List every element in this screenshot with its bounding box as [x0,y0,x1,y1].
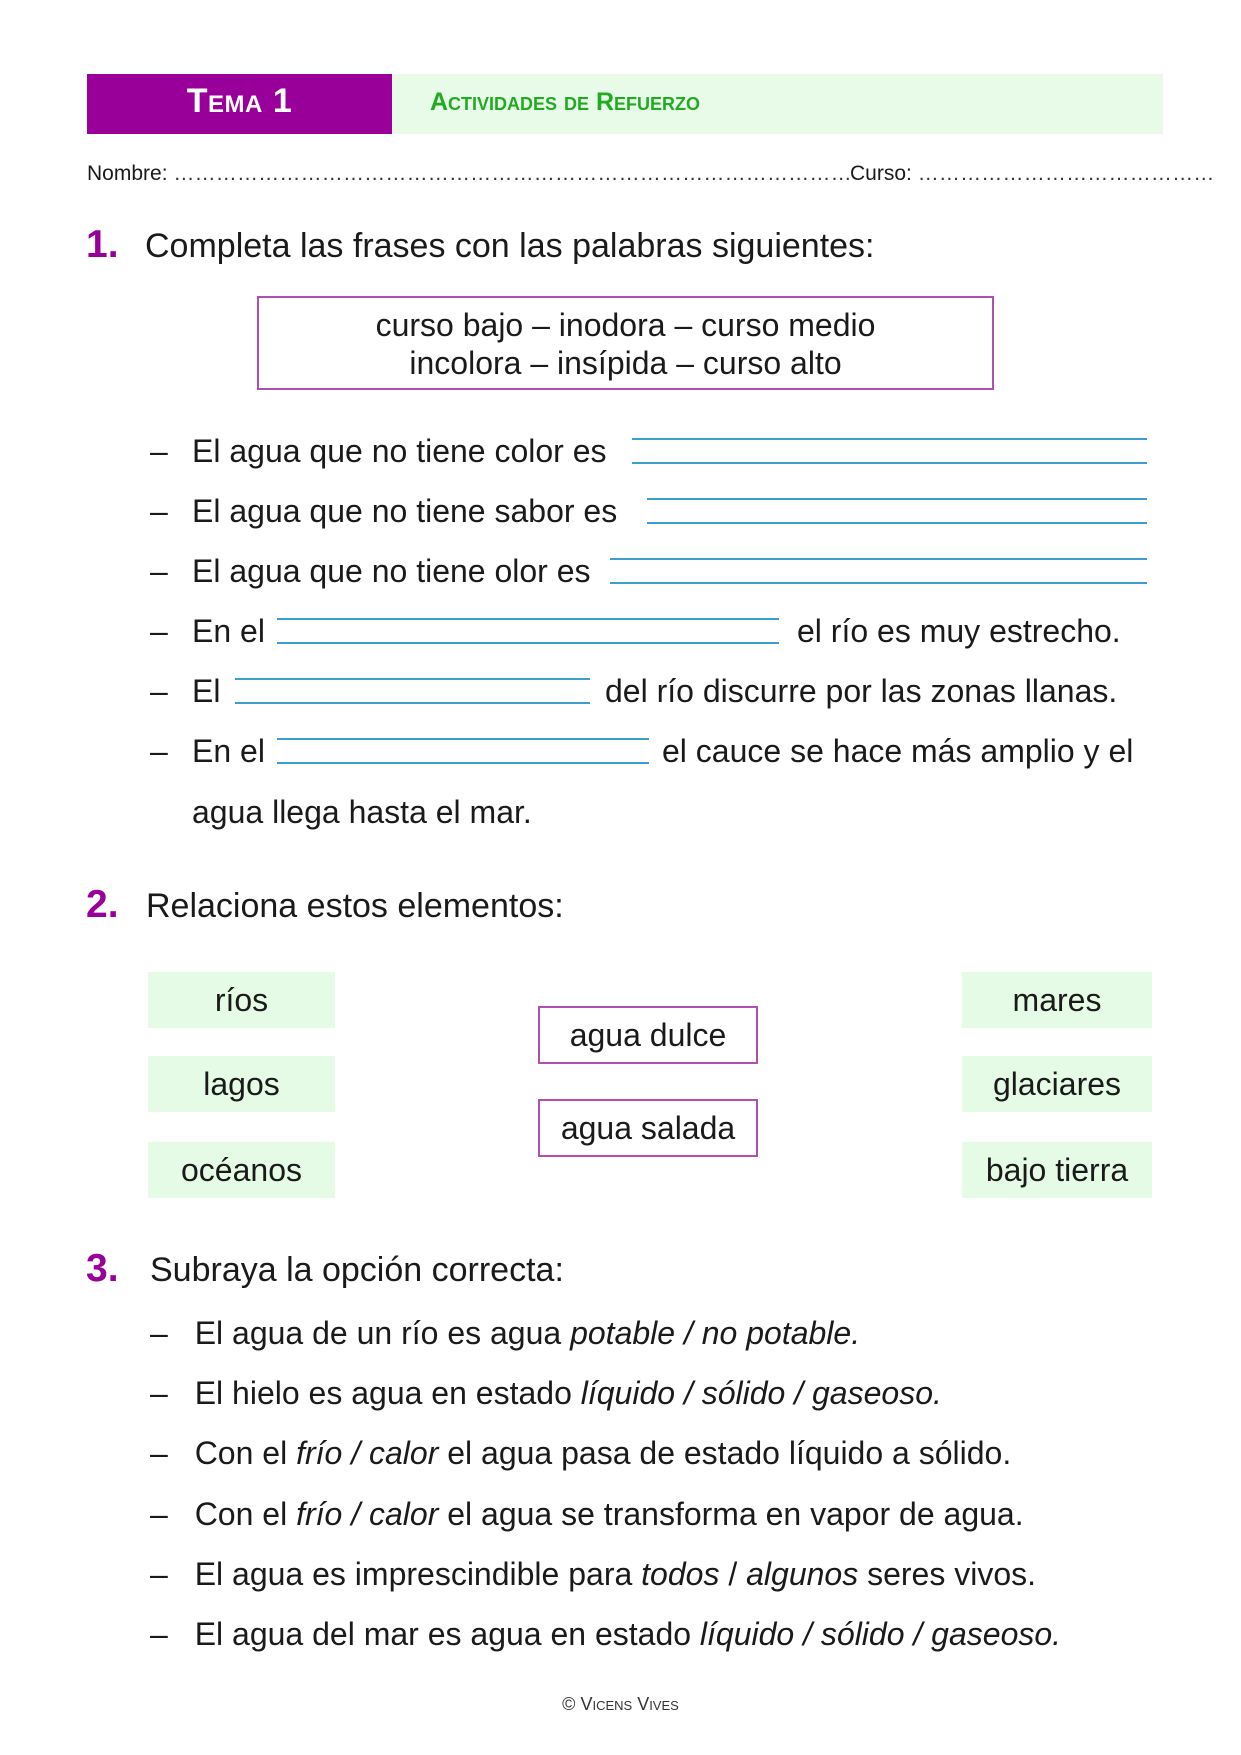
q1-item-2 [150,493,1150,533]
q3-item-3-rest: el agua pasa de estado líquido a sólido. [438,1435,1012,1471]
dash-icon: – [150,733,168,769]
q3-item-5-option-a[interactable]: todos [641,1556,720,1592]
center-item-agua-dulce[interactable]: agua dulce [538,1006,758,1064]
answer-blank[interactable] [277,738,649,764]
left-item-lagos[interactable]: lagos [148,1056,335,1112]
q1-item-5-after: del río discurre por las zonas llanas. [605,673,1118,709]
q3-item-5 [150,1556,1036,1593]
dash-icon: – [150,1375,168,1411]
dash-icon: – [150,433,168,469]
q1-item-6-continuation: agua llega hasta el mar. [192,794,532,830]
section-banner [392,74,1163,134]
word-bank-line-2: incolora – insípida – curso alto [409,345,842,381]
q1-item-2-text: El agua que no tiene sabor es [192,493,618,529]
q3-item-6-text: El agua del mar es agua en estado [194,1616,700,1652]
q3-item-2-options[interactable]: líquido / sólido / gaseoso. [580,1375,942,1411]
q1-item-5 [150,673,1150,713]
curso-field[interactable] [850,162,1215,186]
q1-item-5-text: El [192,673,221,709]
q3-item-5-rest: seres vivos. [858,1556,1037,1592]
q3-item-3-text: Con el [194,1435,297,1471]
q3-item-5-text: El agua es imprescindible para [194,1556,642,1592]
word-bank-line-1: curso bajo – inodora – curso medio [375,307,876,343]
publisher-name: Vicens Vives [580,1694,679,1714]
q1-item-4 [150,613,1150,653]
q1-item-6-text: En el [192,733,265,769]
dash-icon: – [150,1496,168,1532]
word-bank [257,296,994,390]
q1-item-6-after: el cauce se hace más amplio y el [662,733,1134,769]
q3-item-1 [150,1315,860,1352]
q3-item-2-text: El hielo es agua en estado [194,1375,581,1411]
q1-item-4-text: En el [192,613,265,649]
q3-item-4-rest: el agua se transforma en vapor de agua. [438,1496,1024,1532]
q3-item-2 [150,1375,942,1412]
q3-item-1-options[interactable]: potable / no potable. [570,1315,861,1351]
dash-icon: – [150,493,168,529]
section-title: Actividades de Refuerzo [430,88,701,116]
dash-icon: – [150,1435,168,1471]
q3-item-3-options[interactable]: frío / calor [296,1435,439,1471]
q3-item-5-sep: / [719,1556,747,1592]
q1-item-3-text: El agua que no tiene olor es [192,553,591,589]
dash-icon: – [150,1556,168,1592]
right-item-glaciares[interactable]: glaciares [962,1056,1152,1112]
q3-item-4 [150,1496,1024,1533]
left-item-oceanos[interactable]: océanos [148,1142,335,1198]
right-item-mares[interactable]: mares [962,972,1152,1028]
tema-label: Tema 1 [186,82,293,120]
dash-icon: – [150,1616,168,1652]
q1-item-3 [150,553,1150,593]
right-item-bajo-tierra[interactable]: bajo tierra [962,1142,1152,1198]
q1-title: Completa las frases con las palabras siguientes: [145,227,875,265]
curso-label: Curso: [850,162,912,185]
q1-item-1-text: El agua que no tiene color es [192,433,607,469]
q1-item-4-after: el río es muy estrecho. [797,613,1121,649]
dash-icon: – [150,553,168,589]
q3-title: Subraya la opción correcta: [150,1251,564,1289]
dash-icon: – [150,673,168,709]
q3-item-6 [150,1616,1061,1653]
answer-blank[interactable] [647,498,1147,524]
dash-icon: – [150,613,168,649]
q3-item-4-text: Con el [194,1496,297,1532]
dash-icon: – [150,1315,168,1351]
q3-item-6-options[interactable]: líquido / sólido / gaseoso. [699,1616,1062,1652]
tema-badge [87,74,392,134]
q3-item-5-option-b[interactable]: algunos [746,1556,859,1592]
q2-title: Relaciona estos elementos: [146,887,564,925]
q3-item-3 [150,1435,1011,1472]
nombre-dots: …………………………………………………………………………………… [173,162,852,185]
q2-number: 2. [86,883,119,926]
curso-dots: …………………………………… [917,162,1215,185]
q3-number: 3. [86,1247,119,1290]
answer-blank[interactable] [235,678,590,704]
answer-blank[interactable] [610,558,1147,584]
footer [0,1694,1241,1715]
q3-item-1-text: El agua de un río es agua [194,1315,571,1351]
q3-item-4-options[interactable]: frío / calor [296,1496,439,1532]
answer-blank[interactable] [277,618,779,644]
q1-item-1 [150,433,1150,473]
q1-item-6 [150,733,1150,773]
center-item-agua-salada[interactable]: agua salada [538,1099,758,1157]
left-item-rios[interactable]: ríos [148,972,335,1028]
nombre-label: Nombre: [87,162,168,185]
q1-number: 1. [86,223,119,266]
answer-blank[interactable] [632,438,1147,464]
nombre-field[interactable] [87,162,852,186]
copyright-symbol: © [562,1694,576,1714]
